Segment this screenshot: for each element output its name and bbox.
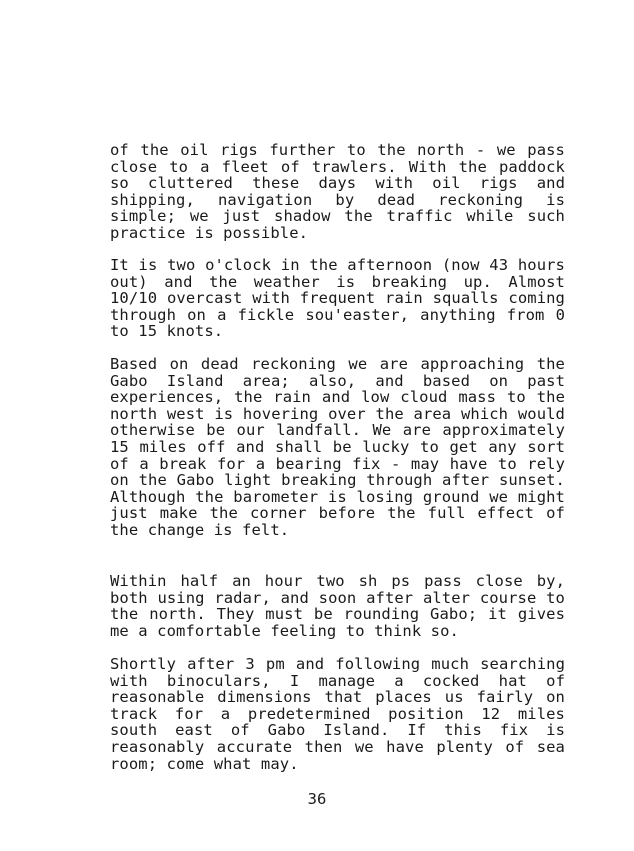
body-text-block [110, 573, 565, 639]
paragraph: of the oil rigs further to the north - we pass close to a fleet of trawlers. With the paddock so cluttered these days with oil rigs and shipping, navigation by dead reckoning is simple; we just shadow the traffic while such practice is possible. [110, 141, 565, 242]
paragraph: Based on dead reckoning we are approaching the Gabo Island area; also, and based on past experiences, the rain and low cloud mass to the north west is hovering over the area which would otherwise be our landfall. We are approximately 15 miles off and shall be lucky to get any sort of a break for a bearing fix - may have to rely on the Gabo light breaking through after sunset. Although the barometer is losing ground we might just make the corner before the full effect of the change is felt. [110, 355, 565, 539]
body-text-block [110, 656, 565, 772]
paragraph: Within half an hour two sh ps pass close by, both using radar, and soon after alter course to the north. They must be rounding Gabo; it gives me a comfortable feeling to think so. [110, 572, 565, 640]
page-number: 36 [307, 790, 327, 808]
body-text-block [110, 356, 565, 539]
body-text-block [110, 142, 565, 242]
paragraph: It is two o'clock in the afternoon (now 43 hours out) and the weather is breaking up. Almost 10/10 overcast with frequent rain squalls coming through on a fickle sou'easter, anything from 0 to 15 knots. [110, 256, 565, 341]
paragraph: Shortly after 3 pm and following much searching with binoculars, I manage a cocked hat of reasonable dimensions that places us fairly on track for a predetermined position 12 miles south east of Gabo Island. If this fix is reasonably accurate then we have plenty of sea room; come what may. [110, 655, 565, 773]
body-text-block [110, 257, 565, 340]
